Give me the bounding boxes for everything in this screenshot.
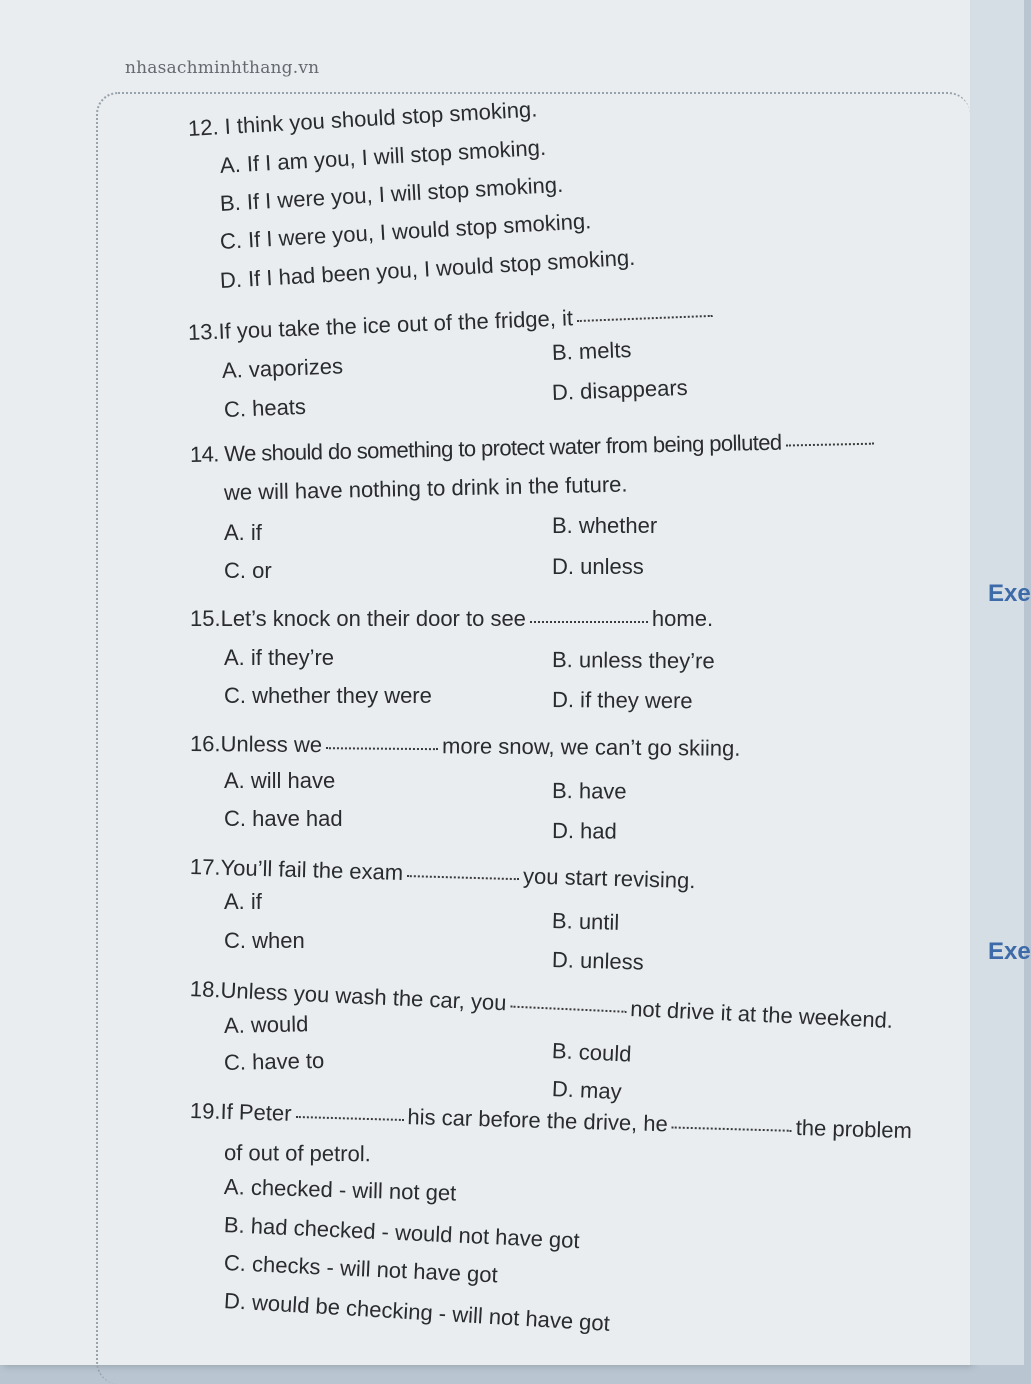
question-15-option-d[interactable]: D. if they were [551, 687, 693, 714]
question-19-option-d[interactable]: D. would be checking - will not have got [223, 1288, 611, 1336]
question-14-text: 14. We should do something to protect water from being polluted [189, 429, 782, 467]
question-13-option-b[interactable]: B. melts [551, 336, 632, 365]
question-15-stem [190, 606, 713, 632]
question-19-option-b[interactable]: B. had checked - would not have got [223, 1212, 581, 1254]
question-17-option-c[interactable]: C. when [224, 928, 305, 953]
side-label-exercise-1: Exe [988, 580, 1031, 607]
question-16-option-a[interactable]: A. will have [224, 768, 336, 793]
question-17-option-d[interactable]: D. unless [551, 947, 645, 975]
question-15-text-a: 15.Let’s knock on their door to see [190, 606, 526, 631]
answer-blank [407, 871, 519, 880]
question-17-text-b: you start revising. [522, 863, 696, 894]
question-17-option-a[interactable]: A. if [224, 889, 262, 914]
question-17-option-b[interactable]: B. until [551, 908, 620, 935]
question-14-option-a[interactable]: A. if [224, 520, 262, 545]
question-13-option-d[interactable]: D. disappears [551, 374, 689, 405]
question-15-option-c[interactable]: C. whether they were [224, 683, 432, 708]
question-15-option-b[interactable]: B. unless they’re [551, 647, 715, 674]
answer-blank [510, 1002, 626, 1013]
question-13-option-a[interactable]: A. vaporizes [221, 353, 344, 383]
question-15-text-b: home. [651, 606, 714, 631]
question-16-text-a: 16.Unless we [189, 731, 323, 758]
answer-blank [295, 1112, 403, 1121]
question-15-option-a[interactable]: A. if they’re [224, 645, 335, 670]
question-12-option-d[interactable]: D. If I had been you, I would stop smoking. [219, 244, 636, 293]
question-18-option-b[interactable]: B. could [551, 1038, 633, 1067]
question-19-text-c: the problem [795, 1114, 913, 1144]
question-12-option-b[interactable]: B. If I were you, I will stop smoking. [219, 171, 564, 216]
question-19-text-a: 19.If Peter [189, 1098, 292, 1126]
answer-blank [785, 439, 873, 447]
side-label-exercise-2: Exe [988, 938, 1031, 965]
answer-blank [530, 617, 648, 623]
question-19-option-c[interactable]: C. checks - will not have got [223, 1250, 499, 1288]
question-13-stem [188, 300, 718, 346]
question-18-option-c[interactable]: C. have to [223, 1047, 325, 1075]
question-14-stem [190, 428, 878, 468]
question-14-option-c[interactable]: C. or [224, 558, 272, 583]
question-18-text-b: not drive it at the weekend. [629, 996, 894, 1033]
question-18-option-a[interactable]: A. would [223, 1011, 309, 1038]
next-page-edge [970, 0, 1024, 1365]
answer-blank [326, 743, 438, 750]
question-18-text-a: 18.Unless you wash the car, you [189, 976, 507, 1016]
question-14-stem-line2: we will have nothing to drink in the future. [223, 471, 628, 505]
question-16-option-d[interactable]: D. had [551, 818, 617, 844]
question-16-option-c[interactable]: C. have had [224, 806, 343, 831]
question-19-text-b: his car before the drive, he [407, 1104, 669, 1137]
question-13-option-c[interactable]: C. heats [223, 393, 307, 422]
question-19-option-a[interactable]: A. checked - will not get [223, 1174, 457, 1206]
question-19-stem [190, 1098, 913, 1144]
question-16-stem [190, 731, 741, 762]
question-12-option-c[interactable]: C. If I were you, I would stop smoking. [219, 208, 592, 254]
question-14-option-b[interactable]: B. whether [552, 513, 658, 538]
question-18-option-d[interactable]: D. may [551, 1076, 623, 1105]
question-12-stem: 12. I think you should stop smoking. [187, 96, 538, 141]
question-19-stem-line2: of out of petrol. [223, 1140, 371, 1167]
answer-blank [577, 311, 713, 322]
question-17-text-a: 17.You’ll fail the exam [189, 854, 404, 885]
question-16-option-b[interactable]: B. have [551, 778, 627, 804]
question-14-option-d[interactable]: D. unless [552, 554, 644, 579]
question-17-stem [190, 854, 696, 894]
question-13-text: 13.If you take the ice out of the fridge, it [187, 305, 574, 345]
question-16-text-b: more snow, we can’t go skiing. [441, 733, 741, 761]
watermark: nhasachminhthang.vn [125, 58, 320, 78]
answer-blank [672, 1123, 792, 1132]
question-12-option-a[interactable]: A. If I am you, I will stop smoking. [219, 134, 547, 178]
